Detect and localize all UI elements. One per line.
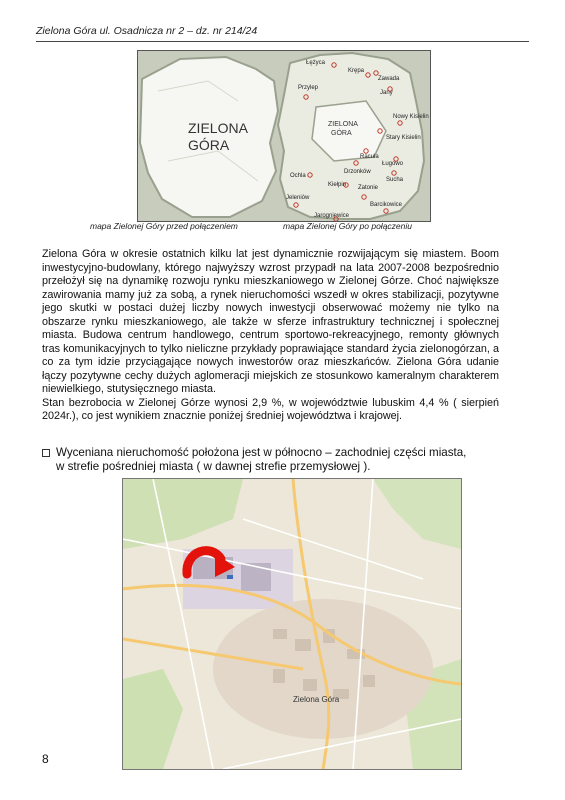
city-map-svg (123, 479, 461, 769)
place-label: Jarogniewice (314, 213, 350, 219)
place-label: Krępa (348, 68, 365, 74)
administrative-maps (137, 50, 431, 222)
place-label: Zawada (378, 76, 400, 82)
place-label: Nowy Kisielin (393, 114, 429, 120)
city-location-map (122, 478, 462, 770)
header-rule (36, 41, 529, 42)
place-label: Ochla (290, 173, 306, 179)
right-map-label-1: ZIELONA (328, 121, 358, 128)
body-text (42, 248, 499, 424)
bullet-square-icon (42, 449, 50, 457)
place-label: Łężyca (306, 60, 326, 66)
place-label: Racula (360, 154, 379, 160)
map-caption-before: mapa Zielonej Góry przed połączeniem (90, 221, 238, 231)
city-map-center-label: Zielona Góra (293, 695, 340, 704)
map-caption-after: mapa Zielonej Góry po połączeniu (283, 221, 412, 231)
place-label: Sucha (386, 177, 404, 183)
place-label: Jeleniów (286, 195, 310, 201)
document-header: Zielona Góra ul. Osadnicza nr 2 – dz. nr 214/24 (36, 25, 258, 37)
place-label: Stary Kisielin (386, 135, 421, 141)
bullet-line-2: w strefie pośredniej miasta ( w dawnej strefie przemysłowej ). (56, 460, 371, 473)
place-label: Barcikowice (370, 202, 403, 208)
place-label: Przylep (298, 85, 319, 91)
administrative-maps-svg (138, 51, 430, 221)
left-map-label-1: ZIELONA (188, 120, 248, 136)
place-label: Ługowo (382, 161, 404, 167)
page-number: 8 (42, 752, 49, 766)
left-map-label-2: GÓRA (188, 137, 230, 153)
place-label: Kiełpin (328, 182, 347, 188)
paragraph-development: Zielona Góra w okresie ostatnich kilku lat jest dynamicznie rozwijającym się miastem. Boom inwestycyjno-budowlany, którego najwyższy wzrost przypadł na lata 2007-2008 bezpośrednio przełożył się na dynamikę rozwoju rynku mieszkaniowego w Zielonej Górze. Choć największe zawirowania mamy już za sobą, a rynek nieruchomości wszedł w okres stabilizacji, pozytywne jego skutki w postaci dużej liczby nowych inwestycji obserwować możemy nie tylko na obszarze rynku mieszkaniowego, ale także w sferze infrastruktury technicznej i społecznej miasta. Budowa centrum handlowego, centrum sportowo-rekreacyjnego, remonty głównych tras komunikacyjnych to tylko nieliczne przykłady poprawiające standard życia zielonogórzan, a co za tym idzie przyciągające nowych inwestorów oraz mieszkańców. Zielona Góra udanie łączy pozytywne cechy dużych aglomeracji miejskich ze stosunkowo kameralnym charakterem niewielkiego, stutysięcznego miasta. (42, 248, 499, 395)
place-label: Jany (380, 90, 393, 96)
place-label: Drzonków (344, 169, 371, 175)
bullet-line-1: Wyceniana nieruchomość położona jest w północno – zachodniej części miasta, (56, 446, 467, 459)
right-map-label-2: GÓRA (331, 130, 352, 137)
paragraph-unemployment: Stan bezrobocia w Zielonej Górze wynosi 2,9 %, w województwie lubuskim 4,4 % ( sierpień 2024r.), co jest wynikiem znacznie poniżej średniej województwa i krajowej. (42, 396, 499, 422)
place-label: Zatonie (358, 185, 379, 191)
